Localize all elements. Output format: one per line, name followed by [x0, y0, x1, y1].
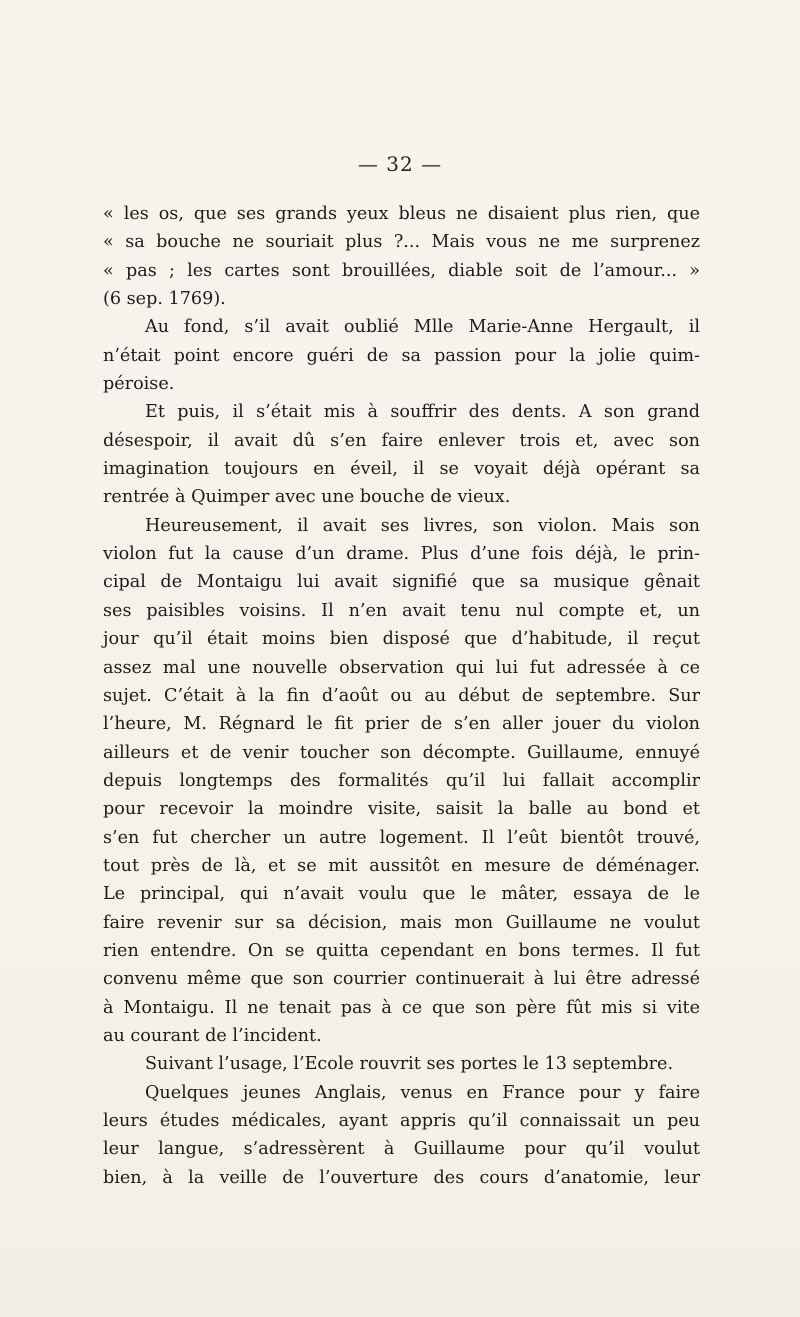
text-line: Quelques jeunes Anglais, venus en France pour y faire	[145, 1082, 700, 1103]
text-line: « les os, que ses grands yeux bleus ne disaient plus rien, que	[103, 204, 700, 224]
text-line: imagination toujours en éveil, il se voyait déjà opérant sa	[103, 459, 700, 480]
text-line: depuis longtemps des formalités qu’il lui fallait accomplir	[103, 770, 700, 791]
text-line: sujet. C’était à la fin d’août ou au début de septembre. Sur	[103, 685, 700, 706]
text-line: ses paisibles voisins. Il n’en avait tenu nul compte et, un	[103, 600, 700, 621]
text-line: bien, à la veille de l’ouverture des cours d’anatomie, leur	[103, 1167, 700, 1188]
text-line: pour recevoir la moindre visite, saisit la balle au bond et	[103, 799, 700, 820]
text-line: désespoir, il avait dû s’en faire enlever trois et, avec son	[103, 430, 700, 451]
text-line: jour qu’il était moins bien disposé que d’habitude, il reçut	[103, 629, 700, 650]
page-number: — 32 —	[357, 152, 443, 176]
text-line: violon fut la cause d’un drame. Plus d’une fois déjà, le prin-	[103, 544, 700, 565]
text-line: Et puis, il s’était mis à souffrir des dents. A son grand	[145, 402, 700, 423]
text-line: s’en fut chercher un autre logement. Il l’eût bientôt trouvé,	[103, 827, 700, 848]
text-line: Heureusement, il avait ses livres, son violon. Mais son	[145, 515, 700, 536]
text-line: à Montaigu. Il ne tenait pas à ce que son père fût mis si vite	[103, 997, 700, 1018]
text-line: l’heure, M. Régnard le fit prier de s’en aller jouer du violon	[103, 714, 700, 735]
text-line: rentrée à Quimper avec une bouche de vieux.	[103, 487, 511, 508]
text-line: leur langue, s’adressèrent à Guillaume pour qu’il voulut	[103, 1139, 700, 1160]
text-line: faire revenir sur sa décision, mais mon Guillaume ne voulut	[103, 912, 700, 933]
text-line: « sa bouche ne souriait plus ?... Mais vous ne me surprenez	[103, 232, 700, 253]
text-line: tout près de là, et se mit aussitôt en mesure de déménager.	[103, 855, 700, 876]
text-line: Au fond, s’il avait oublié Mlle Marie-Anne Hergault, il	[145, 317, 700, 338]
text-line: péroise.	[103, 374, 175, 395]
body-text	[103, 200, 700, 1192]
text-line: « pas ; les cartes sont brouillées, diable soit de l’amour... »	[103, 260, 700, 281]
text-line: leurs études médicales, ayant appris qu’il connaissait un peu	[103, 1111, 700, 1131]
text-line: assez mal une nouvelle observation qui lui fut adressée à ce	[103, 657, 700, 678]
text-line: n’était point encore guéri de sa passion pour la jolie quim-	[103, 345, 700, 366]
text-line: Suivant l’usage, l’Ecole rouvrit ses portes le 13 septembre.	[145, 1054, 674, 1075]
text-line: rien entendre. On se quitta cependant en bons termes. Il fut	[103, 940, 700, 961]
text-line: (6 sep. 1769).	[103, 289, 226, 310]
text-line: convenu même que son courrier continuerait à lui être adressé	[103, 969, 700, 990]
text-line: ailleurs et de venir toucher son décompte. Guillaume, ennuyé	[103, 742, 700, 763]
text-line: au courant de l’incident.	[103, 1025, 322, 1046]
text-line: Le principal, qui n’avait voulu que le mâter, essaya de le	[103, 884, 700, 905]
text-line: cipal de Montaigu lui avait signifié que sa musique gênait	[103, 572, 700, 593]
